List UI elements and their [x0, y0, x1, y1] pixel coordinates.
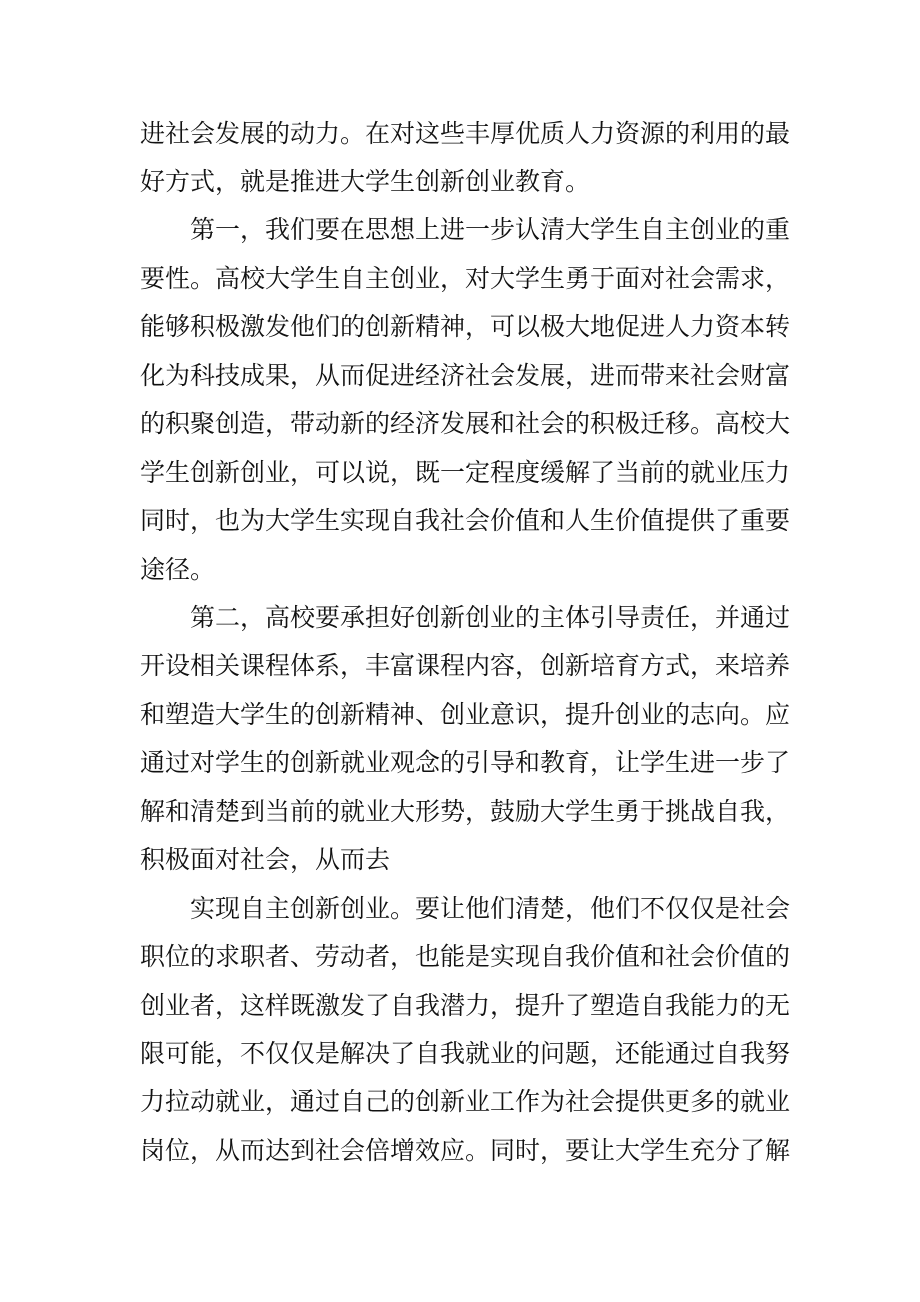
text-line: 同时，也为大学生实现自我社会价值和人生价值提供了重要 [140, 506, 791, 535]
text-line: 限可能，不仅仅是解决了自我就业的问题，还能通过自我努 [140, 1039, 791, 1068]
text-line: 能够积极激发他们的创新精神，可以极大地促进人力资本转 [140, 312, 791, 341]
text-line: 的积聚创造，带动新的经济发展和社会的积极迁移。高校大 [140, 409, 791, 438]
text-line: 力拉动就业，通过自己的创新业工作为社会提供更多的就业 [140, 1087, 791, 1116]
text-line: 职位的求职者、劳动者，也能是实现自我价值和社会价值的 [140, 942, 791, 971]
text-line: 创业者，这样既激发了自我潜力，提升了塑造自我能力的无 [140, 991, 791, 1020]
text-line: 要性。高校大学生自主创业，对大学生勇于面对社会需求， [140, 264, 791, 293]
text-line: 学生创新创业，可以说，既一定程度缓解了当前的就业压力 [140, 458, 791, 487]
text-line: 和塑造大学生的创新精神、创业意识，提升创业的志向。应 [140, 700, 791, 729]
text-line: 途径。 [140, 555, 216, 584]
text-line: 进社会发展的动力。在对这些丰厚优质人力资源的利用的最 [140, 119, 791, 148]
text-line: 积极面对社会，从而去 [140, 845, 391, 874]
text-line: 开设相关课程体系，丰富课程内容，创新培育方式，来培养 [140, 651, 791, 680]
paragraph-first-line: 第二，高校要承担好创新创业的主体引导责任，并通过 [190, 603, 791, 632]
text-line: 化为科技成果，从而促进经济社会发展，进而带来社会财富 [140, 361, 791, 390]
paragraph-first-line: 第一，我们要在思想上进一步认清大学生自主创业的重 [190, 215, 791, 244]
text-line: 好方式，就是推进大学生创新创业教育。 [140, 167, 591, 196]
text-line: 通过对学生的创新就业观念的引导和教育，让学生进一步了 [140, 748, 791, 777]
text-line: 岗位，从而达到社会倍增效应。同时，要让大学生充分了解 [140, 1136, 791, 1165]
text-line: 解和清楚到当前的就业大形势，鼓励大学生勇于挑战自我， [140, 797, 791, 826]
paragraph-first-line: 实现自主创新创业。要让他们清楚，他们不仅仅是社会 [190, 894, 791, 923]
